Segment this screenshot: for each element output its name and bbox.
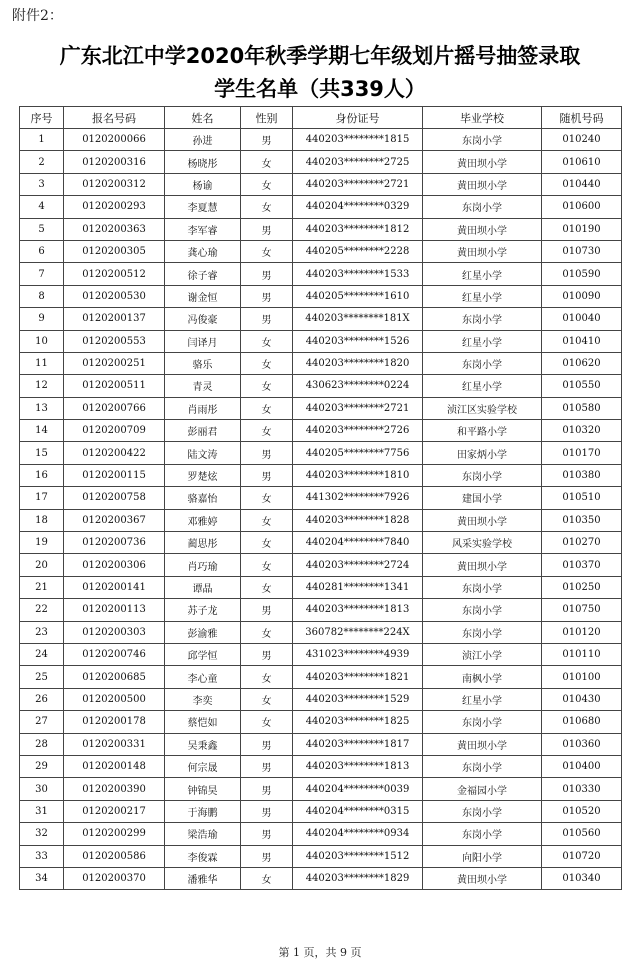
gender: 女 [241, 509, 293, 531]
student-name: 李心童 [165, 666, 241, 688]
row-index: 25 [20, 666, 64, 688]
row-index: 33 [20, 845, 64, 867]
registration-number: 0120200500 [64, 688, 165, 710]
id-number: 440203********2721 [293, 173, 423, 195]
gender: 女 [241, 196, 293, 218]
table-row [20, 711, 622, 733]
row-index: 14 [20, 420, 64, 442]
id-number: 440203********1813 [293, 599, 423, 621]
student-name: 骆乐 [165, 352, 241, 374]
registration-number: 0120200299 [64, 823, 165, 845]
row-index: 18 [20, 509, 64, 531]
graduated-school: 向阳小学 [423, 845, 542, 867]
table-row [20, 666, 622, 688]
table-row [20, 375, 622, 397]
registration-number: 0120200316 [64, 151, 165, 173]
graduated-school: 东岗小学 [423, 196, 542, 218]
row-index: 3 [20, 173, 64, 195]
registration-number: 0120200512 [64, 263, 165, 285]
student-name: 于海鹏 [165, 800, 241, 822]
id-number: 440281********1341 [293, 576, 423, 598]
id-number: 440203********2725 [293, 151, 423, 173]
table-row [20, 532, 622, 554]
table-row [20, 755, 622, 777]
student-name: 罗楚炫 [165, 464, 241, 486]
gender: 男 [241, 263, 293, 285]
student-name: 邱学恒 [165, 643, 241, 665]
row-index: 12 [20, 375, 64, 397]
gender: 女 [241, 576, 293, 598]
student-name: 钟锦昊 [165, 778, 241, 800]
id-number: 440203********2724 [293, 554, 423, 576]
random-number: 010440 [542, 173, 622, 195]
attachment-label: 附件2： [12, 8, 63, 24]
student-name: 骆嘉怡 [165, 487, 241, 509]
random-number: 010520 [542, 800, 622, 822]
id-number: 440203********2721 [293, 397, 423, 419]
table-row [20, 420, 622, 442]
gender: 女 [241, 554, 293, 576]
registration-number: 0120200367 [64, 509, 165, 531]
gender: 男 [241, 599, 293, 621]
graduated-school: 黄田坝小学 [423, 554, 542, 576]
registration-number: 0120200148 [64, 755, 165, 777]
random-number: 010750 [542, 599, 622, 621]
document-title: 广东北江中学2020年秋季学期七年级划片摇号抽签录取 [59, 44, 581, 68]
id-number: 440204********0039 [293, 778, 423, 800]
row-index: 22 [20, 599, 64, 621]
table-row [20, 778, 622, 800]
gender: 男 [241, 778, 293, 800]
row-index: 7 [20, 263, 64, 285]
id-number: 440205********1610 [293, 285, 423, 307]
row-index: 32 [20, 823, 64, 845]
registration-number: 0120200293 [64, 196, 165, 218]
id-number: 440203********1812 [293, 218, 423, 240]
table-row [20, 173, 622, 195]
random-number: 010400 [542, 755, 622, 777]
id-number: 440203********1821 [293, 666, 423, 688]
random-number: 010430 [542, 688, 622, 710]
row-index: 8 [20, 285, 64, 307]
table-row [20, 823, 622, 845]
registration-number: 0120200178 [64, 711, 165, 733]
gender: 男 [241, 755, 293, 777]
random-number: 010680 [542, 711, 622, 733]
row-index: 2 [20, 151, 64, 173]
student-name: 潘雅华 [165, 867, 241, 889]
registration-number: 0120200746 [64, 643, 165, 665]
id-number: 440203********1529 [293, 688, 423, 710]
row-index: 9 [20, 308, 64, 330]
registration-number: 0120200390 [64, 778, 165, 800]
table-row [20, 599, 622, 621]
row-index: 28 [20, 733, 64, 755]
registration-number: 0120200303 [64, 621, 165, 643]
gender: 男 [241, 464, 293, 486]
row-index: 30 [20, 778, 64, 800]
random-number: 010320 [542, 420, 622, 442]
gender: 男 [241, 733, 293, 755]
id-number: 440203********1512 [293, 845, 423, 867]
graduated-school: 东岗小学 [423, 711, 542, 733]
random-number: 010590 [542, 263, 622, 285]
table-row [20, 196, 622, 218]
id-number: 440204********0315 [293, 800, 423, 822]
row-index: 4 [20, 196, 64, 218]
random-number: 010380 [542, 464, 622, 486]
table-row [20, 733, 622, 755]
gender: 女 [241, 487, 293, 509]
table-row [20, 800, 622, 822]
student-name: 谢金恒 [165, 285, 241, 307]
graduated-school: 黄田坝小学 [423, 733, 542, 755]
random-number: 010410 [542, 330, 622, 352]
id-number: 440204********7840 [293, 532, 423, 554]
row-index: 24 [20, 643, 64, 665]
id-number: 360782********224X [293, 621, 423, 643]
graduated-school: 浈江小学 [423, 643, 542, 665]
graduated-school: 风采实验学校 [423, 532, 542, 554]
registration-number: 0120200709 [64, 420, 165, 442]
row-index: 19 [20, 532, 64, 554]
student-name: 徐子睿 [165, 263, 241, 285]
id-number: 440203********1829 [293, 867, 423, 889]
gender: 女 [241, 173, 293, 195]
graduated-school: 黄田坝小学 [423, 218, 542, 240]
gender: 女 [241, 151, 293, 173]
gender: 男 [241, 845, 293, 867]
random-number: 010100 [542, 666, 622, 688]
table-row [20, 576, 622, 598]
registration-number: 0120200530 [64, 285, 165, 307]
graduated-school: 南枫小学 [423, 666, 542, 688]
random-number: 010620 [542, 352, 622, 374]
student-name: 苏子龙 [165, 599, 241, 621]
random-number: 010610 [542, 151, 622, 173]
table-row [20, 263, 622, 285]
gender: 男 [241, 442, 293, 464]
random-number: 010370 [542, 554, 622, 576]
graduated-school: 红星小学 [423, 688, 542, 710]
row-index: 26 [20, 688, 64, 710]
student-name: 蔡恺如 [165, 711, 241, 733]
header-name: 姓名 [165, 107, 241, 129]
student-name: 彭渝雅 [165, 621, 241, 643]
registration-number: 0120200115 [64, 464, 165, 486]
row-index: 10 [20, 330, 64, 352]
registration-number: 0120200422 [64, 442, 165, 464]
row-index: 27 [20, 711, 64, 733]
gender: 女 [241, 330, 293, 352]
random-number: 010240 [542, 129, 622, 151]
row-index: 15 [20, 442, 64, 464]
id-number: 431023********4939 [293, 643, 423, 665]
graduated-school: 黄田坝小学 [423, 240, 542, 262]
registration-number: 0120200251 [64, 352, 165, 374]
student-name: 梁浩瑜 [165, 823, 241, 845]
random-number: 010360 [542, 733, 622, 755]
table-row [20, 397, 622, 419]
random-number: 010340 [542, 867, 622, 889]
registration-number: 0120200586 [64, 845, 165, 867]
student-name: 吴秉鑫 [165, 733, 241, 755]
header-gender: 性别 [241, 107, 293, 129]
table-row [20, 308, 622, 330]
student-name: 肖巧瑜 [165, 554, 241, 576]
random-number: 010250 [542, 576, 622, 598]
graduated-school: 东岗小学 [423, 800, 542, 822]
graduated-school: 东岗小学 [423, 129, 542, 151]
table-row [20, 330, 622, 352]
id-number: 440203********1825 [293, 711, 423, 733]
registration-number: 0120200113 [64, 599, 165, 621]
table-row [20, 487, 622, 509]
id-number: 430623********0224 [293, 375, 423, 397]
id-number: 440203********1820 [293, 352, 423, 374]
graduated-school: 黄田坝小学 [423, 151, 542, 173]
registration-number: 0120200066 [64, 129, 165, 151]
student-name: 孙进 [165, 129, 241, 151]
random-number: 010040 [542, 308, 622, 330]
student-name: 蔺思彤 [165, 532, 241, 554]
gender: 女 [241, 240, 293, 262]
table-row [20, 464, 622, 486]
row-index: 23 [20, 621, 64, 643]
table-row [20, 643, 622, 665]
graduated-school: 红星小学 [423, 263, 542, 285]
graduated-school: 建国小学 [423, 487, 542, 509]
row-index: 20 [20, 554, 64, 576]
gender: 女 [241, 397, 293, 419]
graduated-school: 红星小学 [423, 375, 542, 397]
student-name: 冯俊豪 [165, 308, 241, 330]
id-number: 440204********0934 [293, 823, 423, 845]
graduated-school: 黄田坝小学 [423, 867, 542, 889]
registration-number: 0120200736 [64, 532, 165, 554]
row-index: 6 [20, 240, 64, 262]
random-number: 010270 [542, 532, 622, 554]
gender: 男 [241, 643, 293, 665]
random-number: 010600 [542, 196, 622, 218]
header-index: 序号 [20, 107, 64, 129]
id-number: 440203********1810 [293, 464, 423, 486]
student-name: 李夏慧 [165, 196, 241, 218]
registration-number: 0120200306 [64, 554, 165, 576]
registration-number: 0120200511 [64, 375, 165, 397]
student-name: 李俊霖 [165, 845, 241, 867]
header-registration-number: 报名号码 [64, 107, 165, 129]
gender: 女 [241, 352, 293, 374]
registration-number: 0120200553 [64, 330, 165, 352]
registration-number: 0120200363 [64, 218, 165, 240]
id-number: 440203********1526 [293, 330, 423, 352]
student-list-table [19, 106, 622, 890]
row-index: 5 [20, 218, 64, 240]
header-graduated-school: 毕业学校 [423, 107, 542, 129]
student-name: 龚心瑜 [165, 240, 241, 262]
id-number: 440203********1828 [293, 509, 423, 531]
registration-number: 0120200685 [64, 666, 165, 688]
graduated-school: 红星小学 [423, 285, 542, 307]
document-subtitle: 学生名单（共339人） [214, 77, 426, 101]
registration-number: 0120200758 [64, 487, 165, 509]
row-index: 21 [20, 576, 64, 598]
random-number: 010350 [542, 509, 622, 531]
random-number: 010730 [542, 240, 622, 262]
table-row [20, 352, 622, 374]
random-number: 010110 [542, 643, 622, 665]
row-index: 11 [20, 352, 64, 374]
graduated-school: 东岗小学 [423, 308, 542, 330]
graduated-school: 东岗小学 [423, 352, 542, 374]
row-index: 17 [20, 487, 64, 509]
id-number: 440203********2726 [293, 420, 423, 442]
registration-number: 0120200141 [64, 576, 165, 598]
id-number: 440203********1533 [293, 263, 423, 285]
table-row [20, 240, 622, 262]
student-name: 彭丽君 [165, 420, 241, 442]
row-index: 34 [20, 867, 64, 889]
row-index: 16 [20, 464, 64, 486]
gender: 男 [241, 285, 293, 307]
random-number: 010560 [542, 823, 622, 845]
graduated-school: 黄田坝小学 [423, 509, 542, 531]
graduated-school: 东岗小学 [423, 464, 542, 486]
id-number: 440205********2228 [293, 240, 423, 262]
graduated-school: 东岗小学 [423, 621, 542, 643]
registration-number: 0120200137 [64, 308, 165, 330]
random-number: 010170 [542, 442, 622, 464]
row-index: 31 [20, 800, 64, 822]
graduated-school: 田家炳小学 [423, 442, 542, 464]
registration-number: 0120200217 [64, 800, 165, 822]
id-number: 440203********1815 [293, 129, 423, 151]
table-row [20, 867, 622, 889]
student-name: 闫译月 [165, 330, 241, 352]
gender: 女 [241, 621, 293, 643]
graduated-school: 红星小学 [423, 330, 542, 352]
student-name: 何宗晟 [165, 755, 241, 777]
random-number: 010330 [542, 778, 622, 800]
table-row [20, 218, 622, 240]
gender: 女 [241, 867, 293, 889]
gender: 男 [241, 129, 293, 151]
gender: 女 [241, 375, 293, 397]
graduated-school: 东岗小学 [423, 599, 542, 621]
random-number: 010510 [542, 487, 622, 509]
gender: 男 [241, 218, 293, 240]
gender: 男 [241, 823, 293, 845]
table-row [20, 845, 622, 867]
id-number: 440203********1813 [293, 755, 423, 777]
id-number: 441302********7926 [293, 487, 423, 509]
registration-number: 0120200305 [64, 240, 165, 262]
header-id-number: 身份证号 [293, 107, 423, 129]
random-number: 010190 [542, 218, 622, 240]
gender: 男 [241, 800, 293, 822]
student-name: 青灵 [165, 375, 241, 397]
page-footer: 第 1 页，共 9 页 [278, 946, 362, 959]
table-row [20, 442, 622, 464]
random-number: 010580 [542, 397, 622, 419]
table-row [20, 129, 622, 151]
gender: 女 [241, 666, 293, 688]
student-name: 陆文涛 [165, 442, 241, 464]
gender: 男 [241, 308, 293, 330]
table-row [20, 285, 622, 307]
random-number: 010550 [542, 375, 622, 397]
student-name: 李军睿 [165, 218, 241, 240]
student-name: 邓雅婷 [165, 509, 241, 531]
graduated-school: 黄田坝小学 [423, 173, 542, 195]
row-index: 29 [20, 755, 64, 777]
student-name: 杨谕 [165, 173, 241, 195]
row-index: 13 [20, 397, 64, 419]
graduated-school: 东岗小学 [423, 755, 542, 777]
id-number: 440204********0329 [293, 196, 423, 218]
graduated-school: 金福园小学 [423, 778, 542, 800]
id-number: 440203********1817 [293, 733, 423, 755]
id-number: 440205********7756 [293, 442, 423, 464]
row-index: 1 [20, 129, 64, 151]
student-name: 肖雨彤 [165, 397, 241, 419]
registration-number: 0120200766 [64, 397, 165, 419]
id-number: 440203********181X [293, 308, 423, 330]
gender: 女 [241, 688, 293, 710]
table-header-row [20, 107, 622, 129]
registration-number: 0120200331 [64, 733, 165, 755]
student-name: 谭晶 [165, 576, 241, 598]
table-row [20, 688, 622, 710]
gender: 女 [241, 711, 293, 733]
random-number: 010720 [542, 845, 622, 867]
gender: 女 [241, 532, 293, 554]
table-row [20, 509, 622, 531]
student-name: 李奕 [165, 688, 241, 710]
graduated-school: 和平路小学 [423, 420, 542, 442]
registration-number: 0120200370 [64, 867, 165, 889]
graduated-school: 浈江区实验学校 [423, 397, 542, 419]
random-number: 010090 [542, 285, 622, 307]
random-number: 010120 [542, 621, 622, 643]
registration-number: 0120200312 [64, 173, 165, 195]
header-random-number: 随机号码 [542, 107, 622, 129]
graduated-school: 东岗小学 [423, 823, 542, 845]
graduated-school: 东岗小学 [423, 576, 542, 598]
table-row [20, 554, 622, 576]
table-row [20, 151, 622, 173]
gender: 女 [241, 420, 293, 442]
student-name: 杨晓彤 [165, 151, 241, 173]
table-row [20, 621, 622, 643]
